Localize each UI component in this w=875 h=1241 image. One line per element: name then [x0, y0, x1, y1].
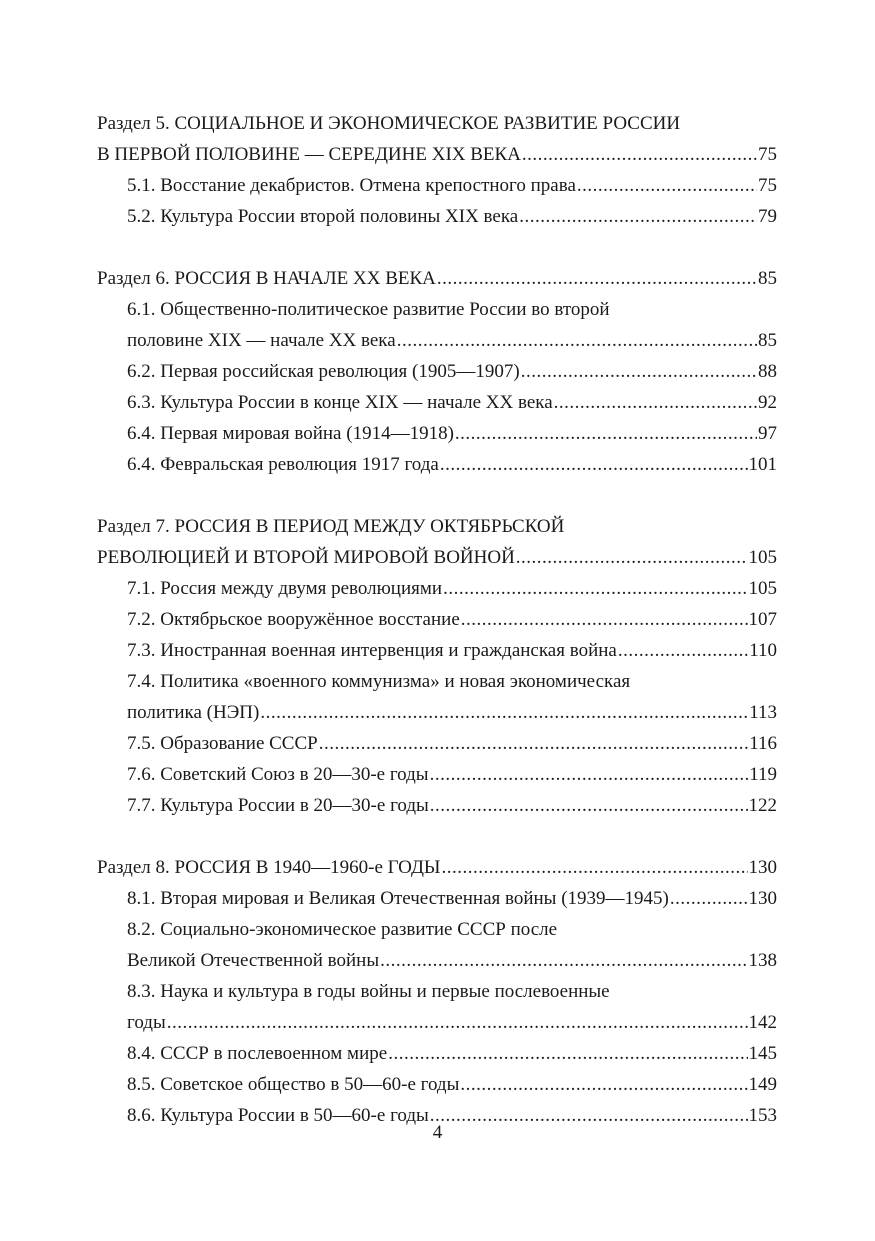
- subsection-title: 6.4. Февральская революция 1917 года: [127, 454, 439, 475]
- toc-entry[interactable]: [97, 387, 777, 418]
- subsection-title: 7.2. Октябрьское вооружённое восстание: [127, 609, 460, 630]
- subsection-title: 5.1. Восстание декабристов. Отмена крепостного права: [127, 175, 576, 196]
- subsection-title: 8.3. Наука и культура в годы войны и первые послевоенные: [127, 981, 610, 1002]
- subsection-line[interactable]: [127, 1007, 777, 1038]
- subsection-title: 8.1. Вторая мировая и Великая Отечественная войны (1939—1945): [127, 888, 669, 909]
- subsection-page-number: 138: [748, 950, 777, 971]
- page-number: 4: [432, 1122, 443, 1143]
- section-heading-title: Раздел 6. РОССИЯ В НАЧАЛЕ XX ВЕКА: [97, 268, 436, 289]
- dot-leader: [618, 635, 748, 666]
- dot-leader: [437, 263, 757, 294]
- subsection-line[interactable]: [127, 759, 777, 790]
- section-heading-line[interactable]: [97, 108, 777, 139]
- subsection-page-number: 88: [758, 361, 777, 382]
- subsection-title: 7.1. Россия между двумя революциями: [127, 578, 443, 599]
- subsection-page-number: 79: [758, 206, 777, 227]
- subsection-page-number: 153: [748, 1105, 777, 1126]
- subsection-line[interactable]: [127, 945, 777, 976]
- subsection-line[interactable]: [127, 976, 777, 1007]
- subsection-title: 6.3. Культура России в конце XIX — начале XX века: [127, 392, 553, 413]
- subsection-title: 8.5. Советское общество в 50—60-е годы: [127, 1074, 460, 1095]
- toc-entry[interactable]: [97, 790, 777, 821]
- subsection-line[interactable]: [127, 294, 777, 325]
- subsection-line[interactable]: [127, 666, 777, 697]
- toc-entry[interactable]: [97, 635, 777, 666]
- toc-entry[interactable]: [97, 666, 777, 728]
- subsection-page-number: 142: [748, 1012, 777, 1033]
- subsection-line[interactable]: [127, 914, 777, 945]
- toc-entry[interactable]: [97, 976, 777, 1038]
- subsection-title: 7.4. Политика «военного коммунизма» и новая экономическая: [127, 671, 631, 692]
- toc-entry[interactable]: [97, 759, 777, 790]
- dot-leader: [319, 728, 748, 759]
- subsection-line[interactable]: [127, 356, 777, 387]
- toc-entry[interactable]: [97, 201, 777, 232]
- toc-entry[interactable]: [97, 573, 777, 604]
- toc-section: [97, 511, 777, 821]
- toc-entry[interactable]: [97, 728, 777, 759]
- subsection-page-number: 75: [758, 175, 777, 196]
- subsection-line[interactable]: [127, 325, 777, 356]
- subsection-title: 8.6. Культура России в 50—60-е годы: [127, 1105, 429, 1126]
- subsection-line[interactable]: [127, 604, 777, 635]
- subsection-line[interactable]: [127, 883, 777, 914]
- subsection-line[interactable]: [127, 170, 777, 201]
- subsection-page-number: 122: [748, 795, 777, 816]
- section-heading-title: РЕВОЛЮЦИЕЙ И ВТОРОЙ МИРОВОЙ ВОЙНОЙ: [97, 547, 515, 568]
- dot-leader: [521, 356, 757, 387]
- dot-leader: [516, 542, 748, 573]
- subsection-line[interactable]: [127, 418, 777, 449]
- section-heading-page-number: 85: [758, 268, 777, 289]
- subsection-title: 6.2. Первая российская революция (1905—1907): [127, 361, 520, 382]
- toc-entry[interactable]: [97, 170, 777, 201]
- dot-leader: [577, 170, 757, 201]
- dot-leader: [380, 945, 747, 976]
- subsection-title: 7.6. Советский Союз в 20—30-е годы: [127, 764, 429, 785]
- subsection-page-number: 105: [748, 578, 777, 599]
- subsection-line[interactable]: [127, 728, 777, 759]
- toc-entry[interactable]: [97, 356, 777, 387]
- subsection-page-number: 85: [758, 330, 777, 351]
- dot-leader: [554, 387, 757, 418]
- dot-leader: [167, 1007, 748, 1038]
- section-heading-title: Раздел 8. РОССИЯ В 1940—1960-е ГОДЫ: [97, 857, 441, 878]
- dot-leader: [440, 449, 748, 480]
- dot-leader: [670, 883, 748, 914]
- subsection-line[interactable]: [127, 573, 777, 604]
- table-of-contents: [97, 108, 777, 1162]
- toc-entry[interactable]: [97, 604, 777, 635]
- toc-entry[interactable]: [97, 883, 777, 914]
- subsection-title: 8.2. Социально-экономическое развитие СССР после: [127, 919, 558, 940]
- dot-leader: [461, 604, 748, 635]
- dot-leader: [522, 139, 757, 170]
- subsection-title: половине XIX — начале XX века: [127, 330, 396, 351]
- subsection-title: 8.4. СССР в послевоенном мире: [127, 1043, 388, 1064]
- subsection-page-number: 116: [749, 733, 777, 754]
- subsection-page-number: 92: [758, 392, 777, 413]
- dot-leader: [441, 852, 747, 883]
- dot-leader: [397, 325, 757, 356]
- subsection-line[interactable]: [127, 635, 777, 666]
- dot-leader: [460, 1069, 747, 1100]
- subsection-title: 6.1. Общественно-политическое развитие России во второй: [127, 299, 610, 320]
- subsection-line[interactable]: [127, 697, 777, 728]
- section-heading-page-number: 105: [748, 547, 777, 568]
- subsection-title: 7.5. Образование СССР: [127, 733, 318, 754]
- toc-entry[interactable]: [97, 449, 777, 480]
- subsection-title: 6.4. Первая мировая война (1914—1918): [127, 423, 454, 444]
- section-heading-page-number: 130: [748, 857, 777, 878]
- subsection-title: годы: [127, 1012, 166, 1033]
- section-heading-page-number: 75: [758, 144, 777, 165]
- dot-leader: [260, 697, 748, 728]
- subsection-page-number: 149: [748, 1074, 777, 1095]
- subsection-page-number: 97: [758, 423, 777, 444]
- section-heading-title: Раздел 5. СОЦИАЛЬНОЕ И ЭКОНОМИЧЕСКОЕ РАЗВИТИЕ РОССИИ: [97, 113, 681, 134]
- subsection-line[interactable]: [127, 449, 777, 480]
- section-heading-title: В ПЕРВОЙ ПОЛОВИНЕ — СЕРЕДИНЕ XIX ВЕКА: [97, 144, 521, 165]
- subsection-page-number: 130: [748, 888, 777, 909]
- subsection-line[interactable]: [127, 1038, 777, 1069]
- subsection-page-number: 107: [748, 609, 777, 630]
- subsection-page-number: 145: [748, 1043, 777, 1064]
- section-heading-line[interactable]: [97, 511, 777, 542]
- section-heading-line[interactable]: [97, 139, 777, 170]
- toc-section: [97, 263, 777, 480]
- subsection-title: 5.2. Культура России второй половины XIX века: [127, 206, 519, 227]
- dot-leader: [430, 790, 748, 821]
- toc-entry[interactable]: [97, 294, 777, 356]
- section-heading-line[interactable]: [97, 263, 777, 294]
- subsection-line[interactable]: [127, 790, 777, 821]
- toc-entry[interactable]: [97, 1069, 777, 1100]
- dot-leader: [519, 201, 757, 232]
- subsection-title: политика (НЭП): [127, 702, 260, 723]
- toc-section: [97, 108, 777, 232]
- toc-entry[interactable]: [97, 914, 777, 976]
- section-heading-line[interactable]: [97, 542, 777, 573]
- toc-section: [97, 852, 777, 1131]
- dot-leader: [455, 418, 757, 449]
- dot-leader: [388, 1038, 747, 1069]
- subsection-page-number: 119: [749, 764, 777, 785]
- subsection-page-number: 101: [748, 454, 777, 475]
- dot-leader: [443, 573, 747, 604]
- toc-entry[interactable]: [97, 1038, 777, 1069]
- subsection-title: Великой Отечественной войны: [127, 950, 380, 971]
- section-heading-line[interactable]: [97, 852, 777, 883]
- toc-entry[interactable]: [97, 418, 777, 449]
- subsection-title: 7.7. Культура России в 20—30-е годы: [127, 795, 429, 816]
- dot-leader: [430, 759, 749, 790]
- subsection-page-number: 110: [749, 640, 777, 661]
- subsection-title: 7.3. Иностранная военная интервенция и гражданская война: [127, 640, 617, 661]
- subsection-line[interactable]: [127, 1069, 777, 1100]
- section-heading-title: Раздел 7. РОССИЯ В ПЕРИОД МЕЖДУ ОКТЯБРЬСКОЙ: [97, 516, 565, 537]
- subsection-line[interactable]: [127, 201, 777, 232]
- subsection-line[interactable]: [127, 387, 777, 418]
- subsection-page-number: 113: [749, 702, 777, 723]
